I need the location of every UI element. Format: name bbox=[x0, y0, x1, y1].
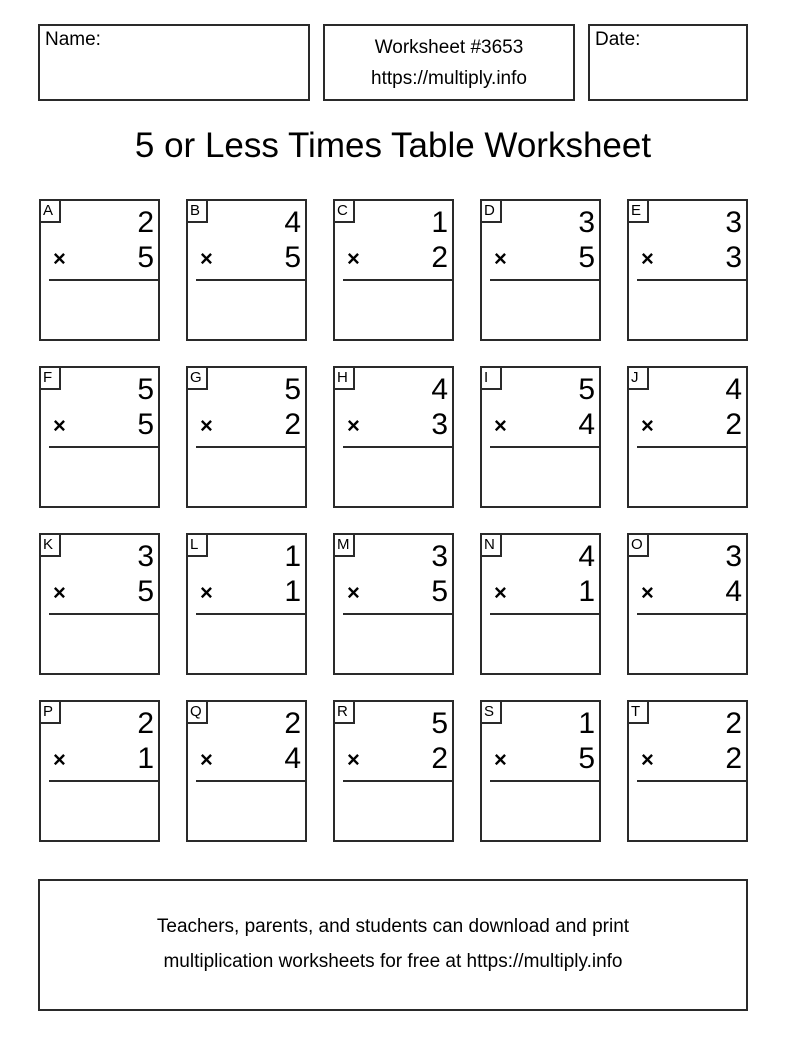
problem-letter: T bbox=[627, 700, 649, 724]
answer-line bbox=[49, 780, 158, 782]
problem-card[interactable] bbox=[480, 700, 601, 842]
multiplier: 1 bbox=[578, 575, 595, 608]
multiply-sign-icon: × bbox=[200, 580, 213, 605]
multiply-sign-icon: × bbox=[200, 747, 213, 772]
problem-letter: M bbox=[333, 533, 355, 557]
multiply-sign-icon: × bbox=[53, 747, 66, 772]
multiplicand: 4 bbox=[578, 540, 595, 573]
multiplier: 5 bbox=[284, 241, 301, 274]
answer-line bbox=[49, 279, 158, 281]
multiplier: 1 bbox=[284, 575, 301, 608]
problem-card[interactable] bbox=[627, 366, 748, 508]
multiplicand: 4 bbox=[725, 373, 742, 406]
multiplier: 4 bbox=[284, 742, 301, 775]
multiply-sign-icon: × bbox=[200, 413, 213, 438]
problem-letter: C bbox=[333, 199, 355, 223]
answer-line bbox=[196, 613, 305, 615]
problem-card[interactable] bbox=[333, 533, 454, 675]
footer-line-1: Teachers, parents, and students can download and print bbox=[156, 916, 630, 937]
multiplicand: 2 bbox=[284, 707, 301, 740]
multiply-sign-icon: × bbox=[347, 413, 360, 438]
problem-card[interactable] bbox=[39, 700, 160, 842]
multiplier: 5 bbox=[578, 742, 595, 775]
name-field[interactable] bbox=[38, 24, 310, 101]
multiplicand: 2 bbox=[137, 206, 154, 239]
problem-card[interactable] bbox=[186, 199, 307, 341]
multiply-sign-icon: × bbox=[347, 747, 360, 772]
problem-card[interactable] bbox=[627, 700, 748, 842]
multiplicand: 1 bbox=[578, 707, 595, 740]
problem-letter: O bbox=[627, 533, 649, 557]
problem-letter: S bbox=[480, 700, 502, 724]
multiply-sign-icon: × bbox=[494, 580, 507, 605]
multiply-sign-icon: × bbox=[641, 246, 654, 271]
problem-card[interactable] bbox=[627, 199, 748, 341]
multiplier: 2 bbox=[725, 742, 742, 775]
multiply-sign-icon: × bbox=[494, 413, 507, 438]
multiplicand: 2 bbox=[725, 707, 742, 740]
multiplier: 5 bbox=[137, 575, 154, 608]
problem-card[interactable] bbox=[333, 366, 454, 508]
answer-line bbox=[637, 613, 746, 615]
multiplier: 2 bbox=[725, 408, 742, 441]
multiplicand: 3 bbox=[578, 206, 595, 239]
multiplicand: 5 bbox=[578, 373, 595, 406]
answer-line bbox=[490, 613, 599, 615]
multiply-sign-icon: × bbox=[641, 580, 654, 605]
multiplicand: 2 bbox=[137, 707, 154, 740]
problem-letter: H bbox=[333, 366, 355, 390]
multiplier: 5 bbox=[137, 241, 154, 274]
page-title: 5 or Less Times Table Worksheet bbox=[134, 126, 652, 165]
answer-line bbox=[343, 279, 452, 281]
answer-line bbox=[49, 613, 158, 615]
multiply-sign-icon: × bbox=[641, 747, 654, 772]
multiplicand: 4 bbox=[284, 206, 301, 239]
multiplicand: 3 bbox=[725, 540, 742, 573]
problem-letter: A bbox=[39, 199, 61, 223]
worksheet-number: Worksheet #3653 bbox=[374, 37, 524, 58]
problem-letter: L bbox=[186, 533, 208, 557]
multiplicand: 3 bbox=[725, 206, 742, 239]
answer-line bbox=[196, 279, 305, 281]
multiplicand: 3 bbox=[137, 540, 154, 573]
answer-line bbox=[196, 780, 305, 782]
answer-line bbox=[343, 446, 452, 448]
multiplier: 2 bbox=[284, 408, 301, 441]
problem-card[interactable] bbox=[186, 533, 307, 675]
answer-line bbox=[343, 780, 452, 782]
problem-letter: D bbox=[480, 199, 502, 223]
answer-line bbox=[490, 446, 599, 448]
multiplier: 4 bbox=[725, 575, 742, 608]
problem-letter: F bbox=[39, 366, 61, 390]
answer-line bbox=[637, 279, 746, 281]
problem-letter: P bbox=[39, 700, 61, 724]
problem-letter: K bbox=[39, 533, 61, 557]
multiply-sign-icon: × bbox=[200, 246, 213, 271]
answer-line bbox=[490, 780, 599, 782]
worksheet-info-box bbox=[323, 24, 575, 101]
problem-letter: R bbox=[333, 700, 355, 724]
multiply-sign-icon: × bbox=[347, 580, 360, 605]
multiplier: 4 bbox=[578, 408, 595, 441]
problem-card[interactable] bbox=[39, 366, 160, 508]
multiplier: 3 bbox=[725, 241, 742, 274]
problem-letter: Q bbox=[186, 700, 208, 724]
multiplicand: 5 bbox=[284, 373, 301, 406]
multiplicand: 1 bbox=[284, 540, 301, 573]
multiplier: 5 bbox=[431, 575, 448, 608]
problem-card[interactable] bbox=[480, 366, 601, 508]
multiplier: 5 bbox=[578, 241, 595, 274]
problem-letter: B bbox=[186, 199, 208, 223]
multiplier: 3 bbox=[431, 408, 448, 441]
multiplicand: 5 bbox=[431, 707, 448, 740]
problem-card[interactable] bbox=[39, 199, 160, 341]
problem-card[interactable] bbox=[480, 199, 601, 341]
answer-line bbox=[490, 279, 599, 281]
problem-letter: J bbox=[627, 366, 649, 390]
multiply-sign-icon: × bbox=[53, 246, 66, 271]
answer-line bbox=[637, 780, 746, 782]
answer-line bbox=[196, 446, 305, 448]
problem-letter: N bbox=[480, 533, 502, 557]
multiplicand: 1 bbox=[431, 206, 448, 239]
problem-card[interactable] bbox=[186, 700, 307, 842]
multiply-sign-icon: × bbox=[53, 413, 66, 438]
multiply-sign-icon: × bbox=[494, 246, 507, 271]
multiplier: 2 bbox=[431, 742, 448, 775]
problem-letter: E bbox=[627, 199, 649, 223]
multiplicand: 4 bbox=[431, 373, 448, 406]
multiply-sign-icon: × bbox=[53, 580, 66, 605]
multiplier: 1 bbox=[137, 742, 154, 775]
website-link[interactable]: https://multiply.info bbox=[371, 68, 527, 89]
multiply-sign-icon: × bbox=[641, 413, 654, 438]
answer-line bbox=[343, 613, 452, 615]
problem-card[interactable] bbox=[186, 366, 307, 508]
multiplicand: 5 bbox=[137, 373, 154, 406]
multiply-sign-icon: × bbox=[494, 747, 507, 772]
problem-letter: I bbox=[480, 366, 502, 390]
footer-line-2: multiplication worksheets for free at https://multiply.info bbox=[163, 951, 623, 972]
problem-card[interactable] bbox=[39, 533, 160, 675]
date-label: Date: bbox=[595, 29, 641, 50]
problem-card[interactable] bbox=[627, 533, 748, 675]
name-label: Name: bbox=[45, 29, 101, 50]
answer-line bbox=[637, 446, 746, 448]
problem-letter: G bbox=[186, 366, 208, 390]
problem-card[interactable] bbox=[333, 700, 454, 842]
multiply-sign-icon: × bbox=[347, 246, 360, 271]
footer-box bbox=[38, 879, 748, 1011]
multiplier: 2 bbox=[431, 241, 448, 274]
multiplicand: 3 bbox=[431, 540, 448, 573]
problem-card[interactable] bbox=[480, 533, 601, 675]
problem-card[interactable] bbox=[333, 199, 454, 341]
date-field[interactable] bbox=[588, 24, 748, 101]
answer-line bbox=[49, 446, 158, 448]
multiplier: 5 bbox=[137, 408, 154, 441]
